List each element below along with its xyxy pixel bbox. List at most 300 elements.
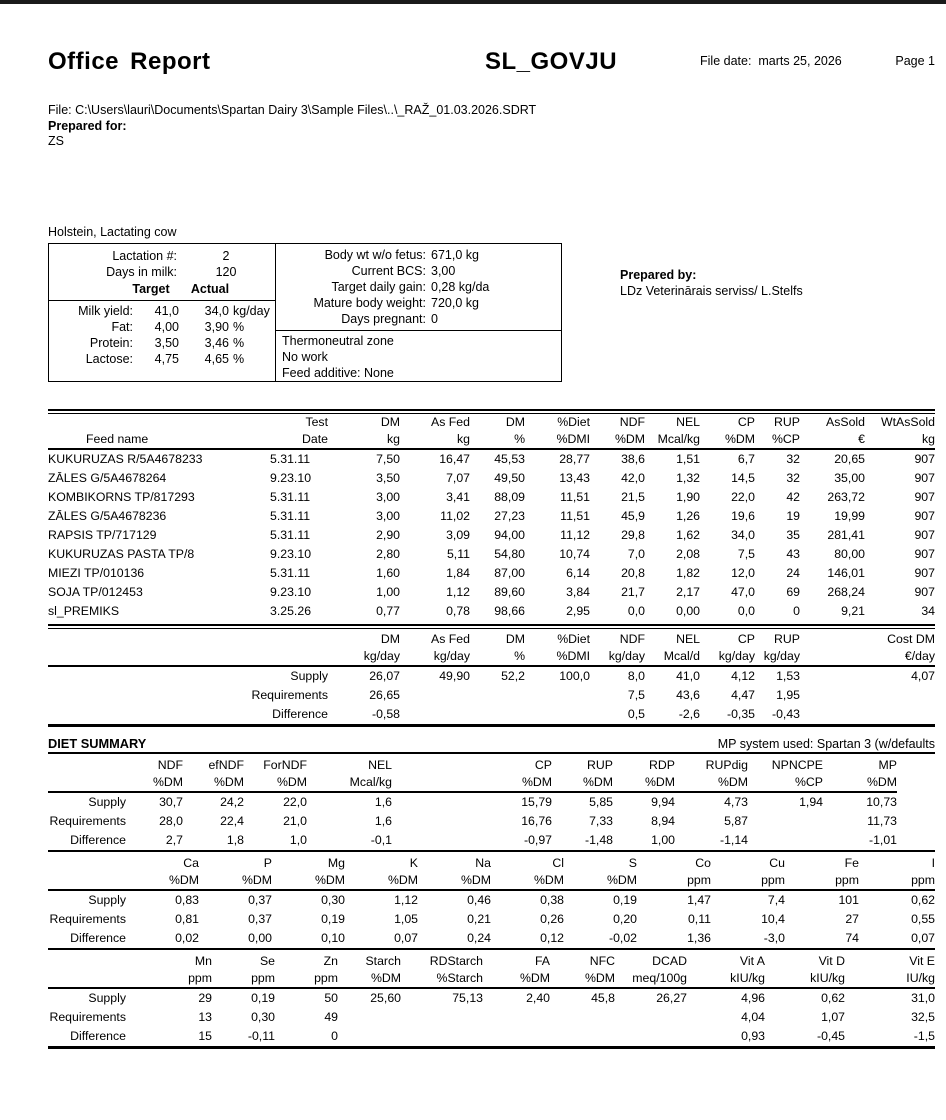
cell — [550, 1027, 615, 1048]
cell: 3,00 — [376, 490, 400, 504]
cell: -1,01 — [868, 833, 897, 847]
cell: %Starch — [401, 970, 483, 988]
cell: RUP — [774, 415, 800, 429]
cell — [401, 1008, 483, 1027]
cell: 94,00 — [494, 528, 525, 542]
cell: 3,50 — [376, 471, 400, 485]
cell: 1,62 — [676, 528, 700, 542]
cell: 88,09 — [494, 490, 525, 504]
cell: 8,0 — [627, 669, 645, 683]
cell: meq/100g — [615, 970, 687, 988]
cell: 49 — [324, 1010, 338, 1024]
cell: 21,7 — [621, 585, 645, 599]
cell: 7,0 — [627, 547, 645, 561]
cell: 0,21 — [467, 912, 491, 926]
cell: 1,00 — [376, 585, 400, 599]
cell: 1,82 — [676, 566, 700, 580]
cell: 25,60 — [370, 991, 401, 1005]
summary-row-requirements — [48, 686, 935, 705]
feed-name: MIEZI TP/010136 — [48, 566, 145, 580]
cell: 9.23.10 — [270, 585, 312, 599]
cell: Zn — [323, 954, 338, 968]
cell: Se — [259, 954, 275, 968]
cell: MP — [878, 758, 897, 772]
cell: efNDF — [208, 758, 244, 772]
cell: %DM — [244, 774, 307, 792]
cell: kIU/kg — [765, 970, 845, 988]
cell: 80,00 — [834, 547, 865, 561]
cell: 9,94 — [651, 795, 675, 809]
target-header: Target — [132, 282, 170, 296]
cell — [615, 1008, 687, 1027]
cell: 0,07 — [911, 931, 935, 945]
row-label: Lactose: — [85, 352, 133, 366]
cell — [470, 705, 525, 726]
cell: -0,45 — [816, 1029, 845, 1043]
diet-table-macrominerals — [48, 852, 935, 950]
diet-table-trace-vitamins — [48, 950, 935, 1049]
cell: ppm — [126, 970, 212, 988]
cell: %DM — [675, 774, 748, 792]
cell: 16,76 — [521, 814, 552, 828]
cell: Test — [305, 415, 328, 429]
cell: kg — [865, 431, 935, 449]
cell: 2,80 — [376, 547, 400, 561]
days-in-milk-row — [49, 264, 275, 280]
cell: 8,94 — [651, 814, 675, 828]
cell — [400, 686, 470, 705]
cell: 907 — [914, 566, 935, 580]
cell: 26,27 — [656, 991, 687, 1005]
cell: CP — [534, 758, 552, 772]
lactose-row — [49, 351, 275, 367]
summary-row-difference — [48, 705, 935, 726]
target-value: 4,00 — [154, 320, 179, 334]
row-label: Difference — [70, 1029, 126, 1043]
lactation-row — [49, 248, 275, 264]
diet-row-difference — [48, 1027, 935, 1048]
report-page — [48, 48, 935, 1049]
cell: Vit A — [739, 954, 765, 968]
cell: ForNDF — [263, 758, 307, 772]
header-names — [48, 754, 935, 774]
unit: % — [233, 320, 245, 334]
cell: 1,05 — [394, 912, 418, 926]
body-panel — [276, 244, 561, 381]
cell: 34 — [921, 604, 935, 618]
cell: 13 — [198, 1010, 212, 1024]
feed-row — [48, 545, 935, 564]
cell: 29,8 — [621, 528, 645, 542]
cell — [401, 1027, 483, 1048]
target-value: 4,75 — [154, 352, 179, 366]
feed-name: KOMBIKORNS TP/817293 — [48, 490, 195, 504]
cell: RUPdig — [705, 758, 748, 772]
feed-row — [48, 583, 935, 602]
feed-header-names — [48, 414, 935, 431]
cell: %DM — [183, 774, 244, 792]
cell: 28,0 — [159, 814, 183, 828]
cell: DM — [505, 415, 525, 429]
cell — [525, 686, 590, 705]
cell: NPNCPE — [771, 758, 823, 772]
cell — [550, 1008, 615, 1027]
animal-description: Holstein, Lactating cow — [48, 225, 177, 239]
cell: 146,01 — [827, 566, 865, 580]
cell: 7,07 — [446, 471, 470, 485]
cell: 98,66 — [494, 604, 525, 618]
cell: 907 — [914, 585, 935, 599]
actual-value: 34,0 — [204, 304, 229, 318]
cell: 13,43 — [559, 471, 590, 485]
prepared-by-block — [620, 267, 803, 382]
cell: 3.25.26 — [270, 604, 312, 618]
actual-value: 3,46 — [204, 336, 229, 350]
cell — [338, 1027, 401, 1048]
cell: 42,0 — [621, 471, 645, 485]
cell: 45,53 — [494, 452, 525, 466]
cell: -0,02 — [608, 931, 637, 945]
cell: kg — [400, 431, 470, 449]
cell: 0,5 — [627, 707, 645, 721]
file-path: File: C:\Users\lauri\Documents\Spartan Dairy 3\Sample Files\..\_RAŽ_01.03.2026.SDRT — [48, 103, 537, 117]
cell: 5,85 — [589, 795, 613, 809]
diet-row-requirements — [48, 1008, 935, 1027]
cell: ppm — [859, 872, 935, 890]
feed-header-units — [48, 431, 935, 449]
feed-row — [48, 488, 935, 507]
cell: %DM — [126, 774, 183, 792]
cell: 4,04 — [741, 1010, 765, 1024]
double-rule — [48, 624, 935, 629]
feed-additive-note: Feed additive: None — [282, 366, 394, 380]
cell: 7,50 — [376, 452, 400, 466]
cell: 0 — [793, 604, 800, 618]
cell: 907 — [914, 471, 935, 485]
cell: %DM — [338, 970, 401, 988]
cell: 0,00 — [248, 931, 272, 945]
cell: -3,0 — [763, 931, 785, 945]
cell: 0,20 — [613, 912, 637, 926]
cell: 907 — [914, 490, 935, 504]
cell: 0,55 — [911, 912, 935, 926]
cell: %Diet — [557, 415, 590, 429]
cell: kg/day — [590, 648, 645, 666]
cell: NDF — [157, 758, 183, 772]
cell: 0,77 — [376, 604, 400, 618]
cell: -1,14 — [719, 833, 748, 847]
cell: Cl — [552, 856, 564, 870]
cell: %DM — [613, 774, 675, 792]
page-number: Page 1 — [895, 54, 935, 68]
cell — [483, 1027, 550, 1048]
bodywt-row — [276, 247, 561, 263]
cell: kg/day — [700, 648, 755, 666]
cell: 1,26 — [676, 509, 700, 523]
target-value: 3,50 — [154, 336, 179, 350]
cell: IU/kg — [845, 970, 935, 988]
page-title: Office Report — [48, 48, 211, 75]
cell: -2,6 — [678, 707, 700, 721]
cell: I — [931, 856, 935, 870]
cell: % — [470, 648, 525, 666]
cell: Mcal/d — [645, 648, 700, 666]
feed-name: RAPSIS TP/717129 — [48, 528, 157, 542]
row-label: Target daily gain: — [331, 280, 426, 294]
cell: 26,65 — [369, 688, 400, 702]
cell: 34,0 — [731, 528, 755, 542]
cell: 2,90 — [376, 528, 400, 542]
cell: 1,90 — [676, 490, 700, 504]
diet-summary-title: DIET SUMMARY — [48, 736, 147, 751]
cell: 38,6 — [621, 452, 645, 466]
cell: 0,07 — [394, 931, 418, 945]
cell: %DM — [345, 872, 418, 890]
header-units — [48, 872, 935, 890]
cell: ppm — [785, 872, 859, 890]
row-label: Requirements — [49, 912, 126, 926]
row-value: 3,00 — [431, 264, 456, 278]
cell: 1,6 — [374, 814, 392, 828]
cell: 4,07 — [911, 669, 935, 683]
protein-row — [49, 335, 275, 351]
cell: 42 — [786, 490, 800, 504]
cell: 11,73 — [867, 814, 897, 828]
cell: 9,21 — [841, 604, 865, 618]
cell — [748, 831, 823, 851]
cell: 32 — [786, 471, 800, 485]
cell: 22,4 — [220, 814, 244, 828]
cell: 2,95 — [566, 604, 590, 618]
cell: -0,11 — [247, 1029, 275, 1043]
cell: As Fed — [431, 632, 470, 646]
cell: RDStarch — [429, 954, 483, 968]
cell: 9.23.10 — [270, 547, 312, 561]
cell: ppm — [212, 970, 275, 988]
cell: CP — [737, 415, 755, 429]
cell: Mcal/kg — [645, 431, 700, 449]
lactation-label: Lactation #: — [112, 249, 177, 263]
cell: 4,12 — [731, 669, 755, 683]
diet-row-requirements — [48, 812, 935, 831]
prepared-by-label: Prepared by: — [620, 268, 697, 282]
cell: 43 — [786, 547, 800, 561]
cell: Mg — [327, 856, 345, 870]
diet-row-supply — [48, 792, 935, 812]
cell: 2,08 — [676, 547, 700, 561]
cell: -1,48 — [584, 833, 613, 847]
cell: 907 — [914, 528, 935, 542]
cell: 24,2 — [220, 795, 244, 809]
cell: 45,9 — [621, 509, 645, 523]
cell: 0 — [331, 1029, 338, 1043]
animal-box-area — [48, 211, 562, 382]
cell: Starch — [365, 954, 401, 968]
cell: 7,5 — [627, 688, 645, 702]
row-label: Requirements — [49, 1010, 126, 1024]
cell: 0,46 — [467, 893, 491, 907]
cell: DM — [380, 632, 400, 646]
cell: 7,4 — [767, 893, 785, 907]
cell — [400, 705, 470, 726]
cell: 32 — [786, 452, 800, 466]
cell: 281,41 — [827, 528, 865, 542]
cell: Cu — [769, 856, 785, 870]
cell: 20,8 — [621, 566, 645, 580]
cell: 4,47 — [731, 688, 755, 702]
cell: 0,10 — [321, 931, 345, 945]
row-label: Difference — [70, 931, 126, 945]
cell: 20,65 — [834, 452, 865, 466]
cell: -0,35 — [726, 707, 755, 721]
cell: 5.31.11 — [270, 509, 311, 523]
cell: NEL — [676, 415, 700, 429]
cell: 22,0 — [283, 795, 307, 809]
cell: 35,00 — [834, 471, 865, 485]
cell: kIU/kg — [687, 970, 765, 988]
cell: %CP — [748, 774, 823, 792]
cell: AsSold — [826, 415, 865, 429]
row-label: Requirements — [251, 688, 328, 702]
cell: ppm — [275, 970, 338, 988]
cell: 29 — [198, 991, 212, 1005]
prepared-for-label: Prepared for: — [48, 119, 127, 133]
cell: Date — [268, 431, 328, 449]
cell: 3,41 — [446, 490, 470, 504]
cell: 0,38 — [540, 893, 564, 907]
actual-value: 3,90 — [204, 320, 229, 334]
header-names — [48, 852, 935, 872]
cell: 7,5 — [737, 547, 755, 561]
row-label: Fat: — [111, 320, 133, 334]
cell: 1,47 — [687, 893, 711, 907]
cell: 32,5 — [911, 1010, 935, 1024]
cell: 1,51 — [676, 452, 700, 466]
feed-row — [48, 526, 935, 545]
cell: %DMI — [525, 431, 590, 449]
cell: 1,53 — [776, 669, 800, 683]
row-label: Body wt w/o fetus: — [324, 248, 426, 262]
cell — [338, 1008, 401, 1027]
cell: %DM — [823, 774, 897, 792]
cell: WtAsSold — [881, 415, 935, 429]
cell: %DM — [590, 431, 645, 449]
cell: %DM — [550, 970, 615, 988]
cell: 11,51 — [560, 490, 590, 504]
cell: 5.31.11 — [270, 528, 311, 542]
cell: 75,13 — [452, 991, 483, 1005]
rule-row — [48, 621, 935, 631]
diet-table-energy-protein — [48, 754, 935, 852]
cell: 1,8 — [226, 833, 244, 847]
cell: %DMI — [525, 648, 590, 666]
feed-row — [48, 469, 935, 488]
cell: 100,0 — [559, 669, 590, 683]
cell: 907 — [914, 547, 935, 561]
row-value: 0,28 kg/da — [431, 280, 490, 294]
feed-name-header: Feed name — [48, 431, 268, 449]
row-label: Supply — [88, 893, 126, 907]
diet-row-difference — [48, 929, 935, 949]
diet-row-supply — [48, 988, 935, 1008]
cell: 1,07 — [821, 1010, 845, 1024]
cell: 1,95 — [776, 688, 800, 702]
cell — [525, 705, 590, 726]
milk-yield-row — [49, 303, 275, 319]
bcs-row — [276, 263, 561, 279]
milk-panel — [49, 244, 276, 381]
cell: 31,0 — [911, 991, 935, 1005]
diet-row-supply — [48, 890, 935, 910]
cell: 0,12 — [540, 931, 564, 945]
target-value: 41,0 — [154, 304, 179, 318]
row-label: Milk yield: — [78, 304, 133, 318]
cell: 49,50 — [494, 471, 525, 485]
cell: 0,19 — [613, 893, 637, 907]
cell: %DM — [418, 872, 491, 890]
cell: 12,0 — [731, 566, 755, 580]
cell: 5,87 — [724, 814, 748, 828]
cell: 1,00 — [651, 833, 675, 847]
cell: 263,72 — [827, 490, 865, 504]
cell — [470, 686, 525, 705]
cell: 0,83 — [175, 893, 199, 907]
thermoneutral-note: Thermoneutral zone — [282, 334, 394, 348]
cell: 16,47 — [439, 452, 470, 466]
cell — [748, 812, 823, 831]
cell: -0,58 — [371, 707, 400, 721]
cell: RUP — [587, 758, 613, 772]
cell: 11,51 — [560, 509, 590, 523]
cell: 0,19 — [321, 912, 345, 926]
cell: 74 — [845, 931, 859, 945]
cell: P — [263, 856, 272, 870]
cell: kg/day — [328, 648, 400, 666]
cell: FA — [534, 954, 550, 968]
cell: 24 — [786, 566, 800, 580]
cell: 87,00 — [494, 566, 525, 580]
cell: 6,14 — [566, 566, 590, 580]
cell: 1,32 — [676, 471, 700, 485]
feed-row — [48, 602, 935, 621]
file-date-label: File date: — [700, 54, 752, 68]
row-label: Supply — [88, 795, 126, 809]
cell: 268,24 — [827, 585, 865, 599]
cell: 43,6 — [676, 688, 700, 702]
cell: Mn — [194, 954, 212, 968]
cell: 1,0 — [289, 833, 307, 847]
cell: 0,37 — [248, 893, 272, 907]
cell: Na — [475, 856, 491, 870]
cell: 1,12 — [394, 893, 418, 907]
lactation-value: 2 — [222, 249, 230, 263]
cell: 21,0 — [283, 814, 307, 828]
cell: 6,7 — [737, 452, 755, 466]
cell: 2,17 — [676, 585, 700, 599]
cell: 19,6 — [731, 509, 755, 523]
cell: 22,0 — [731, 490, 755, 504]
cell: 5.31.11 — [270, 452, 311, 466]
cell: 49,90 — [439, 669, 470, 683]
cell: €/day — [800, 648, 935, 666]
cell: kg — [328, 431, 400, 449]
row-label: Requirements — [49, 814, 126, 828]
cell: 0,19 — [251, 991, 275, 1005]
report-name: SL_GOVJU — [485, 48, 618, 75]
cell: 3,84 — [566, 585, 590, 599]
row-label: Supply — [290, 669, 328, 683]
feed-name: ZĀLES G/5A4678264 — [48, 471, 167, 485]
